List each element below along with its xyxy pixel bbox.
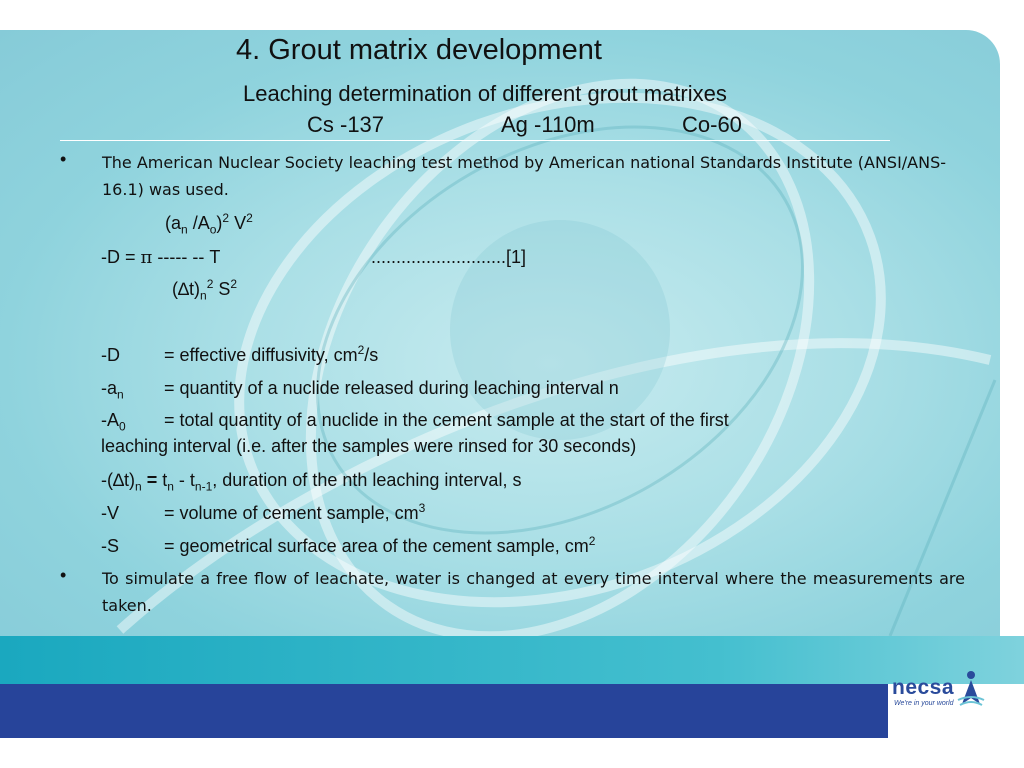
definition-an bbox=[101, 378, 619, 402]
definition-v bbox=[101, 503, 425, 524]
definition-an-label: -a bbox=[101, 378, 118, 398]
formula-numerator bbox=[165, 211, 253, 237]
definition-dt-n1-sub: n-1 bbox=[194, 479, 213, 494]
definition-dt-sub: n bbox=[135, 479, 142, 494]
formula-pi: π bbox=[140, 247, 153, 268]
definition-d-label: -D bbox=[101, 345, 120, 365]
definition-s-sup: 2 bbox=[588, 534, 596, 548]
isotope-ag110m: Ag -110m bbox=[501, 112, 595, 137]
necsa-logo bbox=[892, 670, 988, 710]
definition-s-label: -S bbox=[101, 536, 119, 556]
definition-a0-sub: 0 bbox=[119, 419, 126, 434]
formula-num-mid: /A bbox=[187, 213, 210, 233]
formula-denominator bbox=[172, 277, 238, 303]
definition-dt-text: , duration of the nth leaching interval, s bbox=[212, 470, 522, 490]
formula-num-vexp: 2 bbox=[246, 211, 253, 225]
formula-dashes: ----- -- T bbox=[152, 247, 221, 267]
logo-emblem-icon bbox=[956, 670, 986, 708]
definition-a0-label: -A bbox=[101, 410, 119, 430]
definition-v-text: = volume of cement sample, cm bbox=[164, 503, 419, 523]
bullet-marker: • bbox=[60, 565, 67, 585]
formula-num-a: (a bbox=[165, 213, 182, 233]
bullet-text-ansi: The American Nuclear Society leaching test method by American national Standards Institute (ANSI/ANS-16.1) was used. bbox=[102, 153, 947, 199]
definition-a0-continuation: leaching interval (i.e. after the samples were rinsed for 30 seconds) bbox=[101, 436, 637, 456]
isotope-cs137: Cs -137 bbox=[307, 112, 385, 137]
formula-main-line bbox=[101, 247, 220, 268]
formula-den-sexp: 2 bbox=[230, 277, 238, 291]
formula-den-n: n bbox=[200, 288, 207, 303]
formula-num-exp: 2 bbox=[222, 211, 230, 225]
definition-s-text: = geometrical surface area of the cement sample, cm bbox=[164, 536, 589, 556]
slide-title: 4. Grout matrix development bbox=[236, 34, 602, 66]
logo-wordmark: necsa bbox=[892, 676, 955, 699]
bullet-item-leachate bbox=[60, 565, 965, 619]
formula-den-exp: 2 bbox=[206, 277, 214, 291]
bullet-item-ansi bbox=[60, 149, 965, 203]
footer-teal-band bbox=[0, 636, 1024, 684]
definition-an-sub: n bbox=[117, 387, 124, 402]
bullet-marker: • bbox=[60, 149, 67, 169]
formula-num-v: V bbox=[229, 213, 247, 233]
definition-dt-eq: = bbox=[141, 470, 163, 490]
formula-den-s: S bbox=[213, 279, 231, 299]
definition-dt-tn-sub: n bbox=[167, 479, 174, 494]
formula-den-delta: ∆ bbox=[178, 279, 190, 299]
definition-a0 bbox=[101, 410, 729, 434]
formula-num-close: ) bbox=[216, 213, 223, 233]
formula-reference: ...........................[1] bbox=[371, 247, 527, 267]
definition-d-sup: 2 bbox=[357, 343, 365, 357]
definition-s bbox=[101, 536, 595, 557]
definition-an-text: = quantity of a nuclide released during leaching interval n bbox=[164, 378, 619, 398]
logo-tagline: We're in your world bbox=[894, 700, 954, 707]
definition-delta-t bbox=[101, 470, 522, 494]
formula-lhs: -D = bbox=[101, 247, 141, 267]
bullet-text-leachate: To simulate a free flow of leachate, water is changed at every time interval where the measurements are taken. bbox=[102, 569, 965, 615]
definition-d-text: = effective diffusivity, cm bbox=[164, 345, 358, 365]
formula-num-n: n bbox=[181, 222, 188, 237]
definition-dt-label: -(∆t) bbox=[101, 470, 135, 490]
definition-v-sup: 3 bbox=[418, 501, 426, 515]
formula-den-t: t) bbox=[189, 279, 201, 299]
definition-a0-text: = total quantity of a nuclide in the cement sample at the start of the first bbox=[164, 410, 729, 430]
definition-dt-minus: - t bbox=[173, 470, 195, 490]
footer-navy-band bbox=[0, 684, 888, 738]
definition-d-tail: /s bbox=[364, 345, 379, 365]
slide-subtitle: Leaching determination of different grout matrixes bbox=[243, 81, 727, 106]
formula-den-open: ( bbox=[172, 279, 178, 299]
definition-v-label: -V bbox=[101, 503, 119, 523]
isotope-co60: Co-60 bbox=[682, 112, 742, 137]
formula-num-o: o bbox=[209, 222, 217, 237]
definition-dt-tn: t bbox=[162, 470, 168, 490]
definition-d bbox=[101, 345, 378, 366]
title-divider bbox=[60, 140, 890, 141]
